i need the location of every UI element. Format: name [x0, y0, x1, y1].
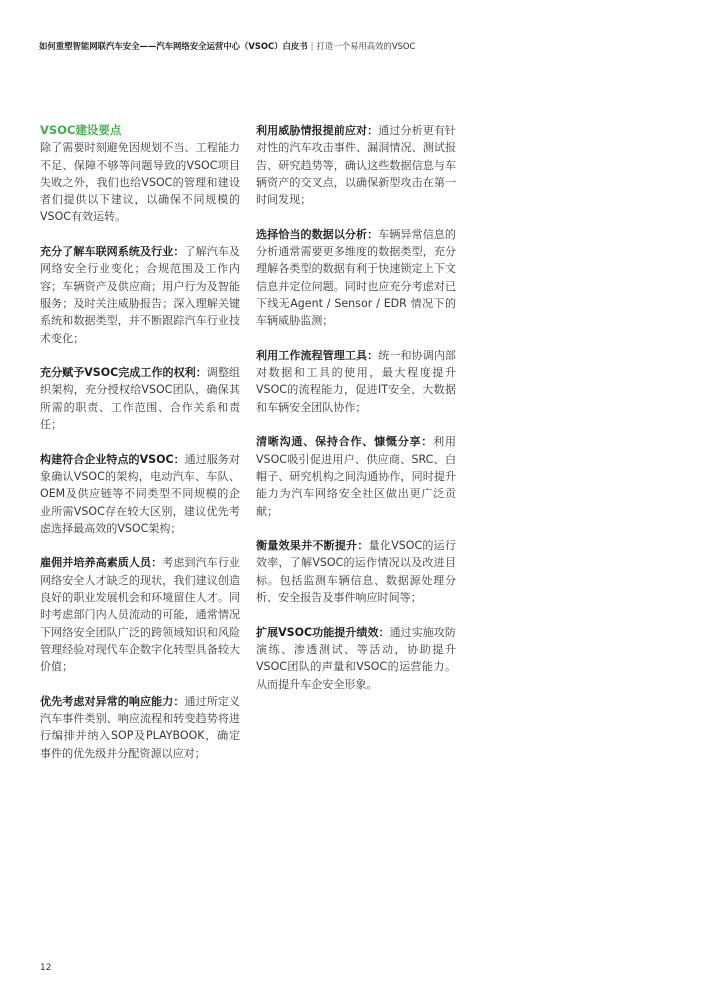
recommendation-text: 统一和协调内部对数据和工具的使用，最大程度提升VSOC的流程能力，促进IT安全、大数据和车辆安全团队协作； [256, 348, 456, 414]
recommendation-text: 通过实施攻防演练、渗透测试、等活动，协助提升VSOC团队的声量和VSOC的运营能力。从而提升车企安全形象。 [256, 625, 456, 691]
recommendation-lead: 雇佣并培养高素质人员： [40, 556, 163, 570]
recommendation-lead: 优先考虑对异常的响应能力： [40, 694, 185, 708]
recommendation-lead: 利用威胁情报提前应对： [256, 124, 379, 137]
recommendation-text: 通过所定义汽车事件类别、响应流程和转变趋势将进行编排并纳入SOP及PLAYBOOK，确定事件的优先级并分配资源以应对； [40, 694, 240, 760]
recommendation-paragraph [40, 554, 240, 675]
left-column [40, 122, 240, 779]
recommendation-text: 通过服务对象确认VSOC的架构，电动汽车、车队、OEM及供应链等不同类型不同规模的企业所需VSOC存在较大区别，建议优先考虑选择最高效的VSOC架构； [40, 452, 240, 535]
right-column [256, 122, 456, 710]
recommendation-paragraph [256, 433, 456, 519]
recommendation-paragraph [40, 693, 240, 762]
recommendation-paragraph [40, 364, 240, 433]
header-separator: | [310, 41, 314, 51]
header-subtitle: 打造一个易用高效的VSOC [316, 41, 416, 51]
recommendation-text: 量化VSOC的运行效率，了解VSOC的运作情况以及改进目标。包括监测车辆信息、数据源处理分析、安全报告及事件响应时间等； [256, 539, 456, 605]
recommendation-paragraph [256, 226, 456, 330]
running-header [39, 40, 415, 52]
recommendation-lead: 利用工作流程管理工具： [256, 348, 379, 362]
recommendation-text: 调整组织架构，充分授权给VSOC团队，确保其所需的职责、工作范围、合作关系和责任； [40, 366, 240, 432]
recommendation-paragraph [256, 537, 456, 606]
recommendation-text: 通过分析更有针对性的汽车攻击事件、漏洞情况、测试报告、研究趋势等，确认这些数据信息与车辆资产的交叉点，以确保新型攻击在第一时间发现； [256, 124, 456, 207]
recommendation-lead: 扩展VSOC功能提升绩效： [256, 625, 390, 639]
recommendation-paragraph [256, 122, 456, 208]
recommendation-paragraph [256, 624, 456, 693]
recommendation-text: 了解汽车及网络安全行业变化；合规范围及工作内容；车辆资产及供应商；用户行为及智能服务；及时关注威胁报告；深入理解关键系统和数据类型，并不断跟踪汽车行业技术变化； [40, 245, 240, 345]
page-number: 12 [40, 963, 52, 973]
recommendation-text: 车辆异常信息的分析通常需要更多维度的数据类型，充分理解各类型的数据有利于快速锁定上下文信息并定位问题。同时也应充分考虑对已下线无Agent / Sensor / EDR 情况下的车辆威胁监测； [256, 227, 456, 328]
recommendation-lead: 充分赋予VSOC完成工作的权利： [40, 366, 207, 380]
intro-paragraph: 除了需要时刻避免因规划不当、工程能力不足、保障不够等问题导致的VSOC项目失败之外，我们也给VSOC的管理和建设者们提供以下建议，以确保不同规模的VSOC有效运转。 [40, 141, 240, 224]
recommendation-lead: 衡量效果并不断提升： [256, 539, 369, 553]
recommendation-paragraph [40, 243, 240, 347]
recommendation-lead: 清晰沟通、保持合作、慷慨分享： [256, 435, 434, 449]
recommendation-paragraph [256, 347, 456, 416]
recommendation-lead: 充分了解车联网系统及行业： [40, 245, 185, 259]
recommendation-lead: 构建符合企业特点的VSOC： [40, 452, 185, 466]
recommendation-text: 考虑到汽车行业网络安全人才缺乏的现状，我们建议创造良好的职业发展机会和环境留住人才。同时考虑部门内人员流动的可能，通常情况下网络安全团队广泛的跨领域知识和风险管理经验对现代车企数字化转型具备较大价值； [40, 556, 240, 674]
section-title: VSOC建设要点 [40, 123, 122, 137]
header-title: 如何重塑智能网联汽车安全——汽车网络安全运营中心（VSOC）白皮书 [39, 41, 308, 51]
recommendation-paragraph [40, 451, 240, 537]
recommendation-text: 利用VSOC吸引促进用户、供应商、SRC、白帽子、研究机构之间沟通协作，同时提升能力为汽车网络安全社区做出更广泛贡献； [256, 435, 456, 518]
recommendation-lead: 选择恰当的数据以分析： [256, 227, 379, 241]
